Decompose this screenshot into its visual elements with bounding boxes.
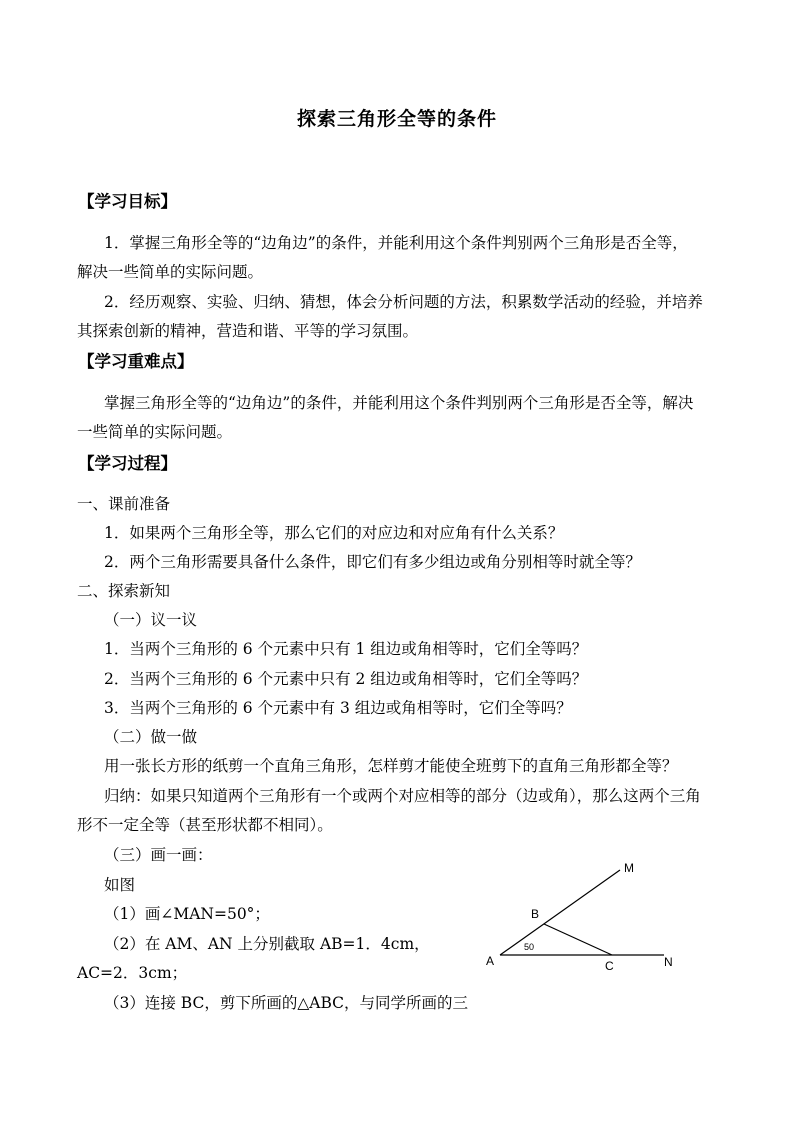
discuss-label: （一）议一议 xyxy=(104,611,198,629)
part1-question-2: 2．两个三角形需要具备什么条件，即它们有多少组边或角分别相等时就全等？ xyxy=(104,553,641,571)
label-n: N xyxy=(664,955,673,969)
objectives-heading: 【学习目标】 xyxy=(78,192,177,211)
do-text: 用一张长方形的纸剪一个直角三角形，怎样剪才能使全班剪下的直角三角形都全等？ xyxy=(104,757,678,775)
label-c: C xyxy=(605,959,614,973)
draw-label: （三）画一画： xyxy=(104,846,213,864)
label-m: M xyxy=(624,861,634,875)
draw-step-2-line-2: AC=2．3cm； xyxy=(77,964,188,982)
draw-step-3: （3）连接 BC，剪下所画的△ABC，与同学所画的三 xyxy=(104,994,468,1012)
key-points-line-2: 一些简单的实际问题。 xyxy=(77,423,233,441)
ray-am xyxy=(500,870,620,955)
discuss-question-2: 2．当两个三角形的 6 个元素中只有 2 组边或角相等时，它们全等吗？ xyxy=(104,670,588,688)
do-label: （二）做一做 xyxy=(104,728,198,746)
triangle-figure xyxy=(478,852,698,977)
discuss-question-3: 3．当两个三角形的 6 个元素中有 3 组边或角相等时，它们全等吗？ xyxy=(104,699,572,717)
part1-label: 一、课前准备 xyxy=(77,495,171,513)
part2-label: 二、探索新知 xyxy=(77,582,171,600)
draw-step-2-line-1: （2）在 AM、AN 上分别截取 AB=1．4cm， xyxy=(104,935,430,953)
do-summary-line-1: 归纳：如果只知道两个三角形有一个或两个对应相等的部分（边或角），那么这两个三角 xyxy=(104,787,701,805)
discuss-question-1: 1．当两个三角形的 6 个元素中只有 1 组边或角相等时，它们全等吗？ xyxy=(104,640,588,658)
angle-label: 50 xyxy=(524,942,535,952)
process-heading: 【学习过程】 xyxy=(78,454,177,473)
draw-step-1: （1）画∠MAN=50°； xyxy=(104,905,270,923)
key-points-line-1: 掌握三角形全等的“边角边”的条件，并能利用这个条件判别两个三角形是否全等，解决 xyxy=(104,394,694,412)
label-a: A xyxy=(486,954,495,968)
objective-2-line-1: 2．经历观察、实验、归纳、猜想，体会分析问题的方法，积累数学活动的经验，并培养 xyxy=(104,293,703,311)
objective-1-line-1: 1．掌握三角形全等的“边角边”的条件，并能利用这个条件判别两个三角形是否全等， xyxy=(104,234,688,252)
part1-question-1: 1．如果两个三角形全等，那么它们的对应边和对应角有什么关系？ xyxy=(104,524,564,542)
objective-1-line-2: 解决一些简单的实际问题。 xyxy=(77,263,264,281)
page-title: 探索三角形全等的条件 xyxy=(296,108,497,130)
do-summary-line-2: 形不一定全等（甚至形状都不相同）。 xyxy=(77,816,333,834)
label-b: B xyxy=(531,907,540,921)
draw-intro: 如图 xyxy=(104,876,136,894)
segment-bc xyxy=(544,924,612,955)
objective-2-line-2: 其探索创新的精神，营造和谐、平等的学习氛围。 xyxy=(77,322,419,340)
key-points-heading: 【学习重难点】 xyxy=(78,352,194,371)
